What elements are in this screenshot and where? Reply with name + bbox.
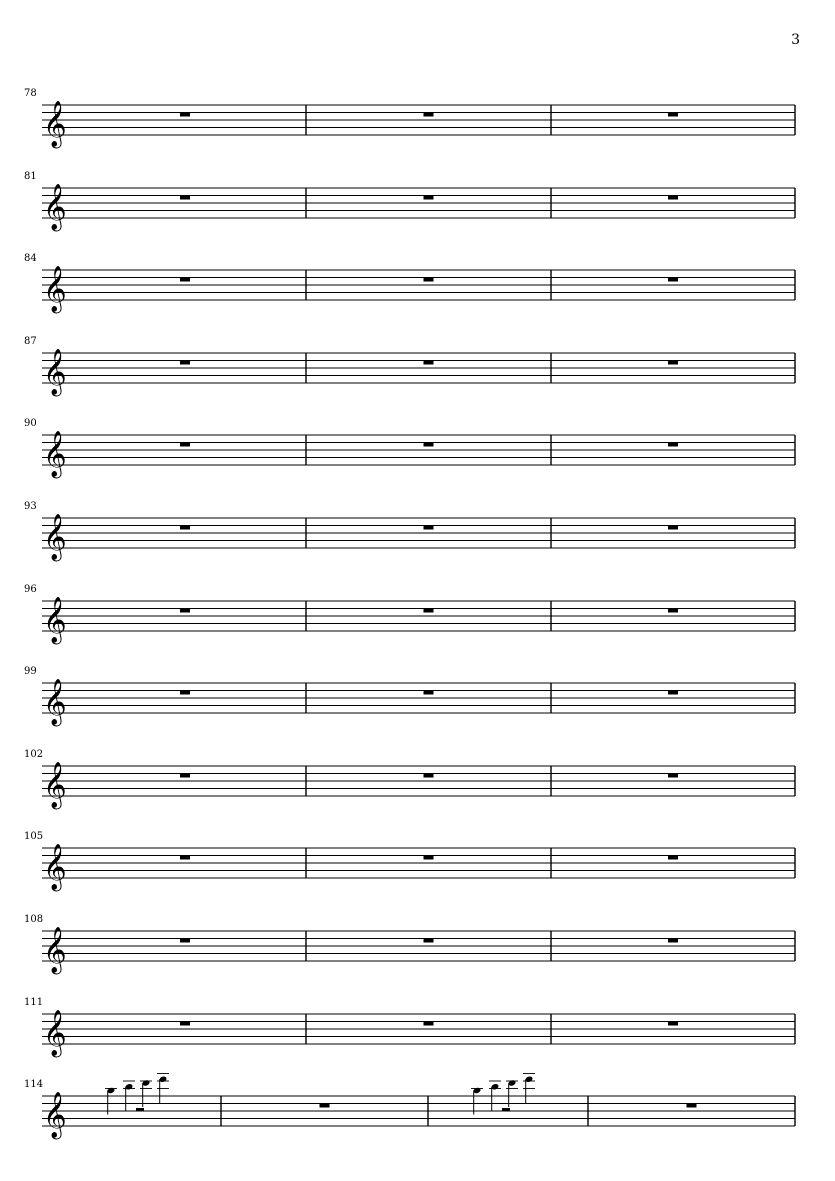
- whole-rest: [180, 939, 190, 943]
- staff: [0, 93, 835, 153]
- staff: [0, 258, 835, 318]
- measure-number: 96: [24, 584, 37, 595]
- whole-rest: [668, 609, 678, 613]
- whole-rest: [320, 1104, 330, 1108]
- whole-rest: [668, 939, 678, 943]
- whole-rest: [668, 443, 678, 447]
- whole-rest: [424, 526, 434, 530]
- whole-rest: [180, 526, 190, 530]
- treble-clef-icon: 𝄞: [43, 762, 67, 808]
- staff-system: [0, 831, 835, 896]
- staff-system: [0, 1079, 835, 1144]
- staff: [0, 589, 835, 649]
- treble-clef-icon: 𝄞: [43, 927, 67, 973]
- staff: [0, 836, 835, 896]
- whole-rest: [668, 361, 678, 365]
- whole-rest: [424, 443, 434, 447]
- measure-number: 87: [24, 336, 37, 347]
- treble-clef-icon: 𝄞: [43, 679, 67, 725]
- measure-number: 81: [24, 171, 37, 182]
- whole-rest: [424, 113, 434, 117]
- whole-rest: [424, 691, 434, 695]
- note-group: [471, 1074, 535, 1115]
- measure-number: 108: [24, 914, 44, 925]
- whole-rest: [668, 856, 678, 860]
- staff-system: [0, 418, 835, 483]
- whole-rest: [180, 278, 190, 282]
- measure-number: 99: [24, 666, 37, 677]
- staff: [0, 1002, 835, 1062]
- whole-rest: [180, 691, 190, 695]
- staff: [0, 919, 835, 979]
- staff-system: [0, 749, 835, 814]
- treble-clef-icon: 𝄞: [43, 1010, 67, 1056]
- measure-number: 90: [24, 418, 37, 429]
- whole-rest: [424, 1022, 434, 1026]
- whole-rest: [668, 278, 678, 282]
- measure-number: 93: [24, 501, 37, 512]
- whole-rest: [424, 361, 434, 365]
- whole-rest: [424, 939, 434, 943]
- treble-clef-icon: 𝄞: [43, 184, 67, 230]
- whole-rest: [424, 609, 434, 613]
- measure-number: 84: [24, 253, 37, 264]
- measure-number: 105: [24, 831, 44, 842]
- treble-clef-icon: 𝄞: [43, 266, 67, 312]
- staff-system: [0, 171, 835, 236]
- whole-rest: [668, 113, 678, 117]
- measure-number: 111: [24, 997, 44, 1008]
- whole-rest: [180, 856, 190, 860]
- measure-number: 78: [24, 88, 37, 99]
- staff-system: [0, 253, 835, 318]
- staff: [0, 1084, 835, 1144]
- rest-mark: [136, 1108, 144, 1111]
- treble-clef-icon: 𝄞: [43, 1092, 67, 1138]
- whole-rest: [180, 1022, 190, 1026]
- staff: [0, 341, 835, 401]
- staff-system: [0, 336, 835, 401]
- whole-rest: [668, 1022, 678, 1026]
- whole-rest: [180, 361, 190, 365]
- page-number: 3: [791, 32, 800, 48]
- whole-rest: [668, 196, 678, 200]
- note-group: [105, 1074, 169, 1115]
- treble-clef-icon: 𝄞: [43, 597, 67, 643]
- whole-rest: [668, 691, 678, 695]
- staff-system: [0, 914, 835, 979]
- whole-rest: [180, 113, 190, 117]
- treble-clef-icon: 𝄞: [43, 431, 67, 477]
- whole-rest: [424, 278, 434, 282]
- whole-rest: [668, 774, 678, 778]
- staff: [0, 423, 835, 483]
- whole-rest: [424, 774, 434, 778]
- treble-clef-icon: 𝄞: [43, 349, 67, 395]
- whole-rest: [180, 774, 190, 778]
- staff-system: [0, 584, 835, 649]
- whole-rest: [180, 196, 190, 200]
- whole-rest: [424, 196, 434, 200]
- staff-system: [0, 997, 835, 1062]
- staff-system: [0, 501, 835, 566]
- rest-mark: [502, 1108, 510, 1111]
- whole-rest: [687, 1104, 697, 1108]
- whole-rest: [180, 443, 190, 447]
- whole-rest: [180, 609, 190, 613]
- measure-number: 114: [24, 1079, 44, 1090]
- measure-number: 102: [24, 749, 44, 760]
- staff-system: [0, 88, 835, 153]
- staff-system: [0, 666, 835, 731]
- whole-rest: [424, 856, 434, 860]
- treble-clef-icon: 𝄞: [43, 514, 67, 560]
- staff: [0, 176, 835, 236]
- whole-rest: [668, 526, 678, 530]
- treble-clef-icon: 𝄞: [43, 844, 67, 890]
- treble-clef-icon: 𝄞: [43, 101, 67, 147]
- staff: [0, 506, 835, 566]
- staff: [0, 671, 835, 731]
- staff: [0, 754, 835, 814]
